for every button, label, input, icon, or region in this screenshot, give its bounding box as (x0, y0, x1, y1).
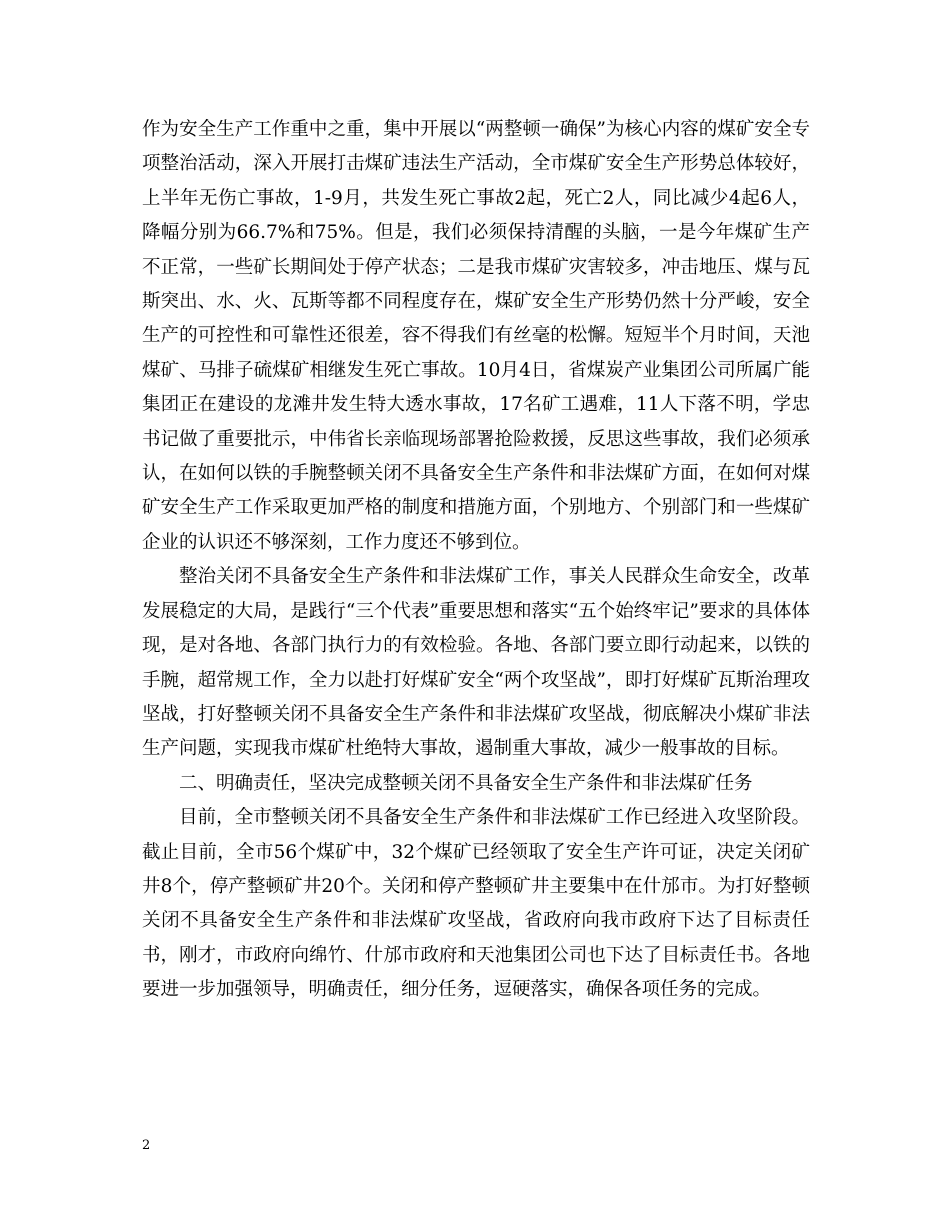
paragraph-1: 作为安全生产工作重中之重，集中开展以“两整顿一确保”为核心内容的煤矿安全专项整治活动，深入开展打击煤矿违法生产活动，全市煤矿安全生产形势总体较好，上半年无伤亡事故，1-9月，共发生死亡事故2起，死亡2人，同比减少4起6人，降幅分别为66.7%和75%。但是，我们必须保持清醒的头脑，一是今年煤矿生产不正常，一些矿长期间处于停产状态；二是我市煤矿灾害较多，冲击地压、煤与瓦斯突出、水、火、瓦斯等都不同程度存在，煤矿安全生产形势仍然十分严峻，安全生产的可控性和可靠性还很差，容不得我们有丝毫的松懈。短短半个月时间，天池煤矿、马排子硫煤矿相继发生死亡事故。10月4日，省煤炭产业集团公司所属广能集团正在建设的龙滩井发生特大透水事故，17名矿工遇难，11人下落不明，学忠书记做了重要批示，中伟省长亲临现场部署抢险救援，反思这些事故，我们必须承认，在如何以铁的手腕整顿关闭不具备安全生产条件和非法煤矿方面，在如何对煤矿安全生产工作采取更加严格的制度和措施方面，个别地方、个别部门和一些煤矿企业的认识还不够深刻，工作力度还不够到位。 (142, 119, 810, 553)
paragraph-3: 目前，全市整顿关闭不具备安全生产条件和非法煤矿工作已经进入攻坚阶段。截止目前，全市56个煤矿中，32个煤矿已经领取了安全生产许可证，决定关闭矿井8个，停产整顿矿井20个。关闭和停产整顿矿井主要集中在什邡市。为打好整顿关闭不具备安全生产条件和非法煤矿攻坚战，省政府向我市政府下达了目标责任书，刚才，市政府向绵竹、什邡市政府和天池集团公司也下达了目标责任书。各地要进一步加强领导，明确责任，细分任务，逗硬落实，确保各项任务的完成。 (142, 807, 810, 1001)
document-body (142, 113, 810, 1008)
page-number: 2 (142, 1138, 151, 1153)
section-heading: 二、明确责任，坚决完成整顿关闭不具备安全生产条件和非法煤矿任务 (179, 772, 753, 794)
paragraph-2: 整治关闭不具备安全生产条件和非法煤矿工作，事关人民群众生命安全，改革发展稳定的大局，是践行“三个代表”重要思想和落实“五个始终牢记”要求的具体体现，是对各地、各部门执行力的有效检验。各地、各部门要立即行动起来，以铁的手腕，超常规工作，全力以赴打好煤矿安全“两个攻坚战”，即打好煤矿瓦斯治理攻坚战，打好整顿关闭不具备安全生产条件和非法煤矿攻坚战，彻底解决小煤矿非法生产问题，实现我市煤矿杜绝特大事故，遏制重大事故，减少一般事故的目标。 (142, 566, 810, 760)
